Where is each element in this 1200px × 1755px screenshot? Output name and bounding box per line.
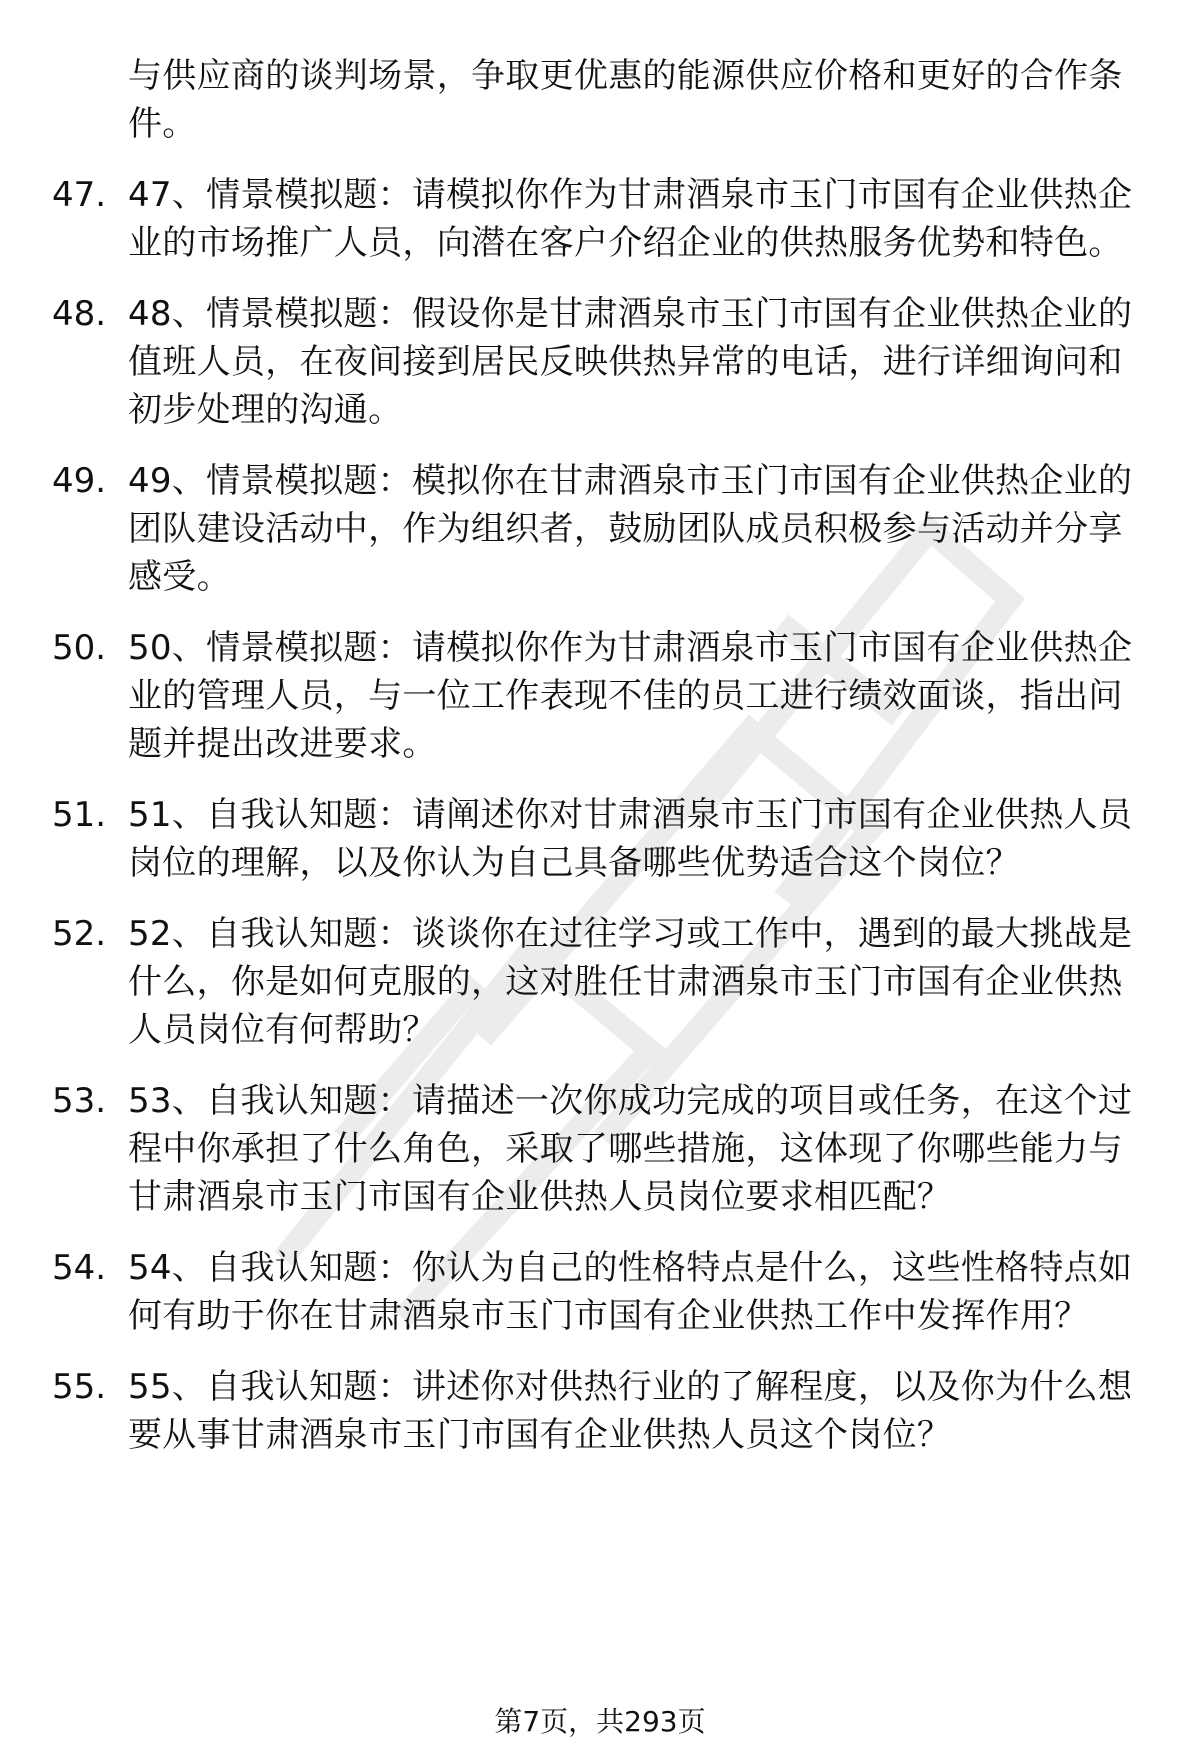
question-text: 53、自我认知题：请描述一次你成功完成的项目或任务，在这个过程中你承担了什么角色，采取了哪些措施，这体现了你哪些能力与甘肃酒泉市玉门市国有企业供热人员岗位要求相匹配？ [128,1081,1133,1217]
list-item [0,624,1200,768]
question-number: 53. [52,1081,107,1121]
question-text: 47、情景模拟题：请模拟你作为甘肃酒泉市玉门市国有企业供热企业的市场推广人员，向潜在客户介绍企业的供热服务优势和特色。 [128,175,1133,263]
list-item [0,1363,1200,1459]
list-item [0,1244,1200,1340]
question-text: 52、自我认知题：谈谈你在过往学习或工作中，遇到的最大挑战是什么，你是如何克服的，这对胜任甘肃酒泉市玉门市国有企业供热人员岗位有何帮助？ [128,914,1133,1050]
list-item [0,1077,1200,1221]
question-text: 与供应商的谈判场景，争取更优惠的能源供应价格和更好的合作条件。 [128,56,1123,144]
question-text: 50、情景模拟题：请模拟你作为甘肃酒泉市玉门市国有企业供热企业的管理人员，与一位工作表现不佳的员工进行绩效面谈，指出问题并提出改进要求。 [128,628,1133,764]
question-number: 55. [52,1367,107,1407]
question-text: 54、自我认知题：你认为自己的性格特点是什么，这些性格特点如何有助于你在甘肃酒泉市玉门市国有企业供热工作中发挥作用？ [128,1248,1133,1336]
list-item [0,457,1200,601]
question-text: 49、情景模拟题：模拟你在甘肃酒泉市玉门市国有企业供热企业的团队建设活动中，作为组织者，鼓励团队成员积极参与活动并分享感受。 [128,461,1133,597]
page-number-footer: 第7页，共293页 [494,1705,706,1738]
list-item [0,171,1200,267]
list-item [0,791,1200,887]
question-number: 51. [52,795,107,835]
list-item-continuation [0,52,1200,148]
question-list [0,52,1200,1482]
question-text: 48、情景模拟题：假设你是甘肃酒泉市玉门市国有企业供热企业的值班人员，在夜间接到居民反映供热异常的电话，进行详细询问和初步处理的沟通。 [128,294,1133,430]
list-item [0,290,1200,434]
list-item [0,910,1200,1054]
question-number: 49. [52,461,107,501]
question-number: 54. [52,1248,107,1288]
question-number: 50. [52,628,107,668]
question-number: 52. [52,914,107,954]
question-number: 47. [52,175,107,215]
question-number: 48. [52,294,107,334]
question-text: 55、自我认知题：讲述你对供热行业的了解程度，以及你为什么想要从事甘肃酒泉市玉门市国有企业供热人员这个岗位？ [128,1367,1133,1455]
question-text: 51、自我认知题：请阐述你对甘肃酒泉市玉门市国有企业供热人员岗位的理解，以及你认为自己具备哪些优势适合这个岗位？ [128,795,1133,883]
